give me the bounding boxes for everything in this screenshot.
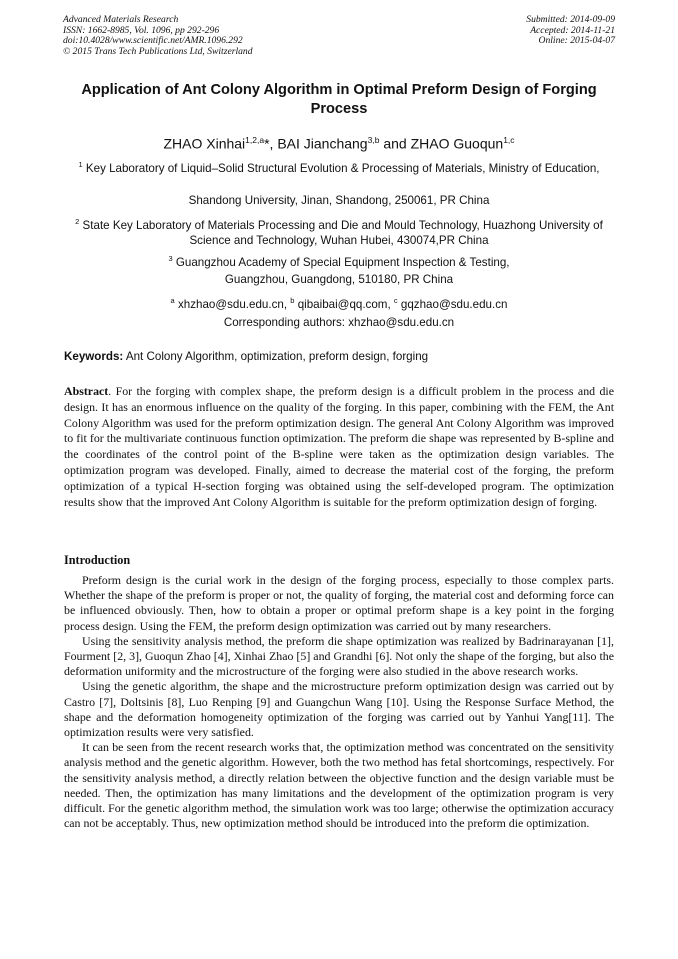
corresponding-text: Corresponding authors: xhzhao@sdu.edu.cn [223, 316, 455, 329]
author-sep: and [379, 135, 411, 152]
journal-copyright: © 2015 Trans Tech Publications Ltd, Switzerland [63, 45, 253, 57]
affiliation-2 [72, 214, 606, 248]
affiliation-3-address [72, 272, 606, 287]
introduction-body [64, 573, 614, 831]
email-link[interactable]: xhzhao@sdu.edu.cn [177, 297, 284, 311]
journal-doi: doi:10.4028/www.scientific.net/AMR.1096.292 [63, 35, 243, 47]
aff-text: Guangzhou Academy of Special Equipment Inspection & Testing, [175, 255, 510, 269]
author-name: ZHAO Guoqun [410, 135, 504, 152]
author-sup: 3,b [367, 135, 380, 145]
email-sup: a [170, 296, 175, 305]
introduction-heading: Introduction [64, 553, 131, 567]
paper-title: Application of Ant Colony Algorithm in Optimal Preform Design of Forging Process [81, 82, 597, 117]
paragraph: Using the sensitivity analysis method, the preform die shape optimization was realized by Badrinarayanan [1], Fourment [2, 3], Guoqun Zhao [4], Xinhai Zhao [5] and Grandhi [6]. Not only the shape of the forging, but also the deformation uniformity and the microstructure of the forging were also studied in the above research works. [64, 633, 614, 679]
aff-text: Shandong University, Jinan, Shandong, 250061, PR China [188, 194, 490, 207]
author-emails: $^a$ xhzhao@sdu.edu.cn, $^b$ qibaibai@qq.com, $^c$ gqzhao@sdu.edu.cn [170, 296, 508, 311]
email-sup: b [290, 296, 295, 305]
online-date: Online: 2015-04-07 [538, 35, 615, 47]
paragraph: Using the genetic algorithm, the shape and the microstructure preform optimization design was carried out by Castro [7], Doltsinis [8], Luo Renping [9] and Guangchun Wang [10]. Using the Response Surface Method, the shape and the deformation homogeneity optimization of the forging was carried out by Yanhui Yang[11]. The optimization results were very satisfied. [64, 679, 614, 740]
email-sup: c [393, 296, 398, 305]
email-link[interactable]: gqzhao@sdu.edu.cn [400, 297, 508, 311]
aff-sup: 3 [168, 254, 173, 263]
author-sep: *, [264, 135, 278, 152]
keywords [64, 349, 614, 364]
affiliation-3 [72, 251, 606, 270]
author-list [60, 131, 618, 153]
journal-info [63, 15, 253, 57]
affiliation-1-address [72, 193, 606, 208]
aff-text: Key Laboratory of Liquid–Solid Structural Evolution & Processing of Materials, Ministry of Education, [85, 161, 600, 175]
aff-text: State Key Laboratory of Materials Processing and Die and Mould Technology, Huazhong University of Science and Technology, Wuhan Hubei, 430074,PR China [82, 218, 603, 247]
abstract [64, 384, 614, 510]
email-link[interactable]: qibaibai@qq.com [297, 297, 388, 311]
keywords-label: Keywords: [64, 350, 124, 363]
corresponding-author [72, 315, 606, 330]
accepted-date: Accepted: 2014-11-21 [530, 24, 615, 36]
dates-info [526, 15, 615, 47]
aff-sup: 1 [78, 160, 83, 169]
abstract-label: Abstract [64, 384, 109, 398]
author-sup: 1,c [503, 135, 515, 145]
author-name: ZHAO Xinhai [163, 135, 246, 152]
aff-sup: 2 [75, 217, 80, 226]
aff-text: Guangzhou, Guangdong, 510180, PR China [224, 273, 454, 286]
keywords-text: Ant Colony Algorithm, optimization, preform design, forging [125, 350, 429, 363]
affiliation-1 [72, 157, 606, 176]
author-name: BAI Jianchang [277, 135, 368, 152]
submitted-date: Submitted: 2014-09-09 [526, 14, 615, 25]
paragraph: It can be seen from the recent research works that, the optimization method was concentrated on the sensitivity analysis method and the genetic algorithm. However, both the two method has fetal shortcomings, respectively. For the sensitivity analysis method, a directly relation between the objective function and the design variable must be needed. Then, the optimization has many limitations and the development of the optimization program is very difficult. For the genetic algorithm method, the simulation work was too large; otherwise the optimization accuracy can not be acceptably. Thus, new optimization method should be introduced into the preform die optimization. [64, 740, 614, 831]
paragraph: Preform design is the curial work in the design of the forging process, especially to those complex parts. Whether the shape of the preform is proper or not, the quality of forging, the material cost and deforming force can be influenced obviously. Then, how to obtain a proper or optimal preform shape is a key point in the forging process design. Using the FEM, the preform design optimization was carried out by many researchers. [64, 573, 614, 633]
abstract-text: . For the forging with complex shape, the preform design is a difficult problem in the process and die design. It has an enormous influence on the quality of the forging. In this paper, combining with the FEM, the Ant Colony Algorithm was used for the preform optimization design. The general Ant Colony Algorithm was improved to fit for the multivariate continuous function optimization. The preform die shape was represented by B-spline and the coordinates of the control point of the B-spline were taken as the optimization design variables. The optimization program was developed. Finally, aimed to decrease the material cost of the forging, the preform optimization of a typical H-section forging was obtained using the self-developed program. The optimization results show that the improved Ant Colony Algorithm is suitable for the preform optimization design of forging. [64, 384, 614, 509]
author-sup: 1,2,a [245, 135, 265, 145]
journal-name: Advanced Materials Research [63, 14, 179, 25]
journal-issn: ISSN: 1662-8985, Vol. 1096, pp 292-296 [63, 24, 220, 36]
